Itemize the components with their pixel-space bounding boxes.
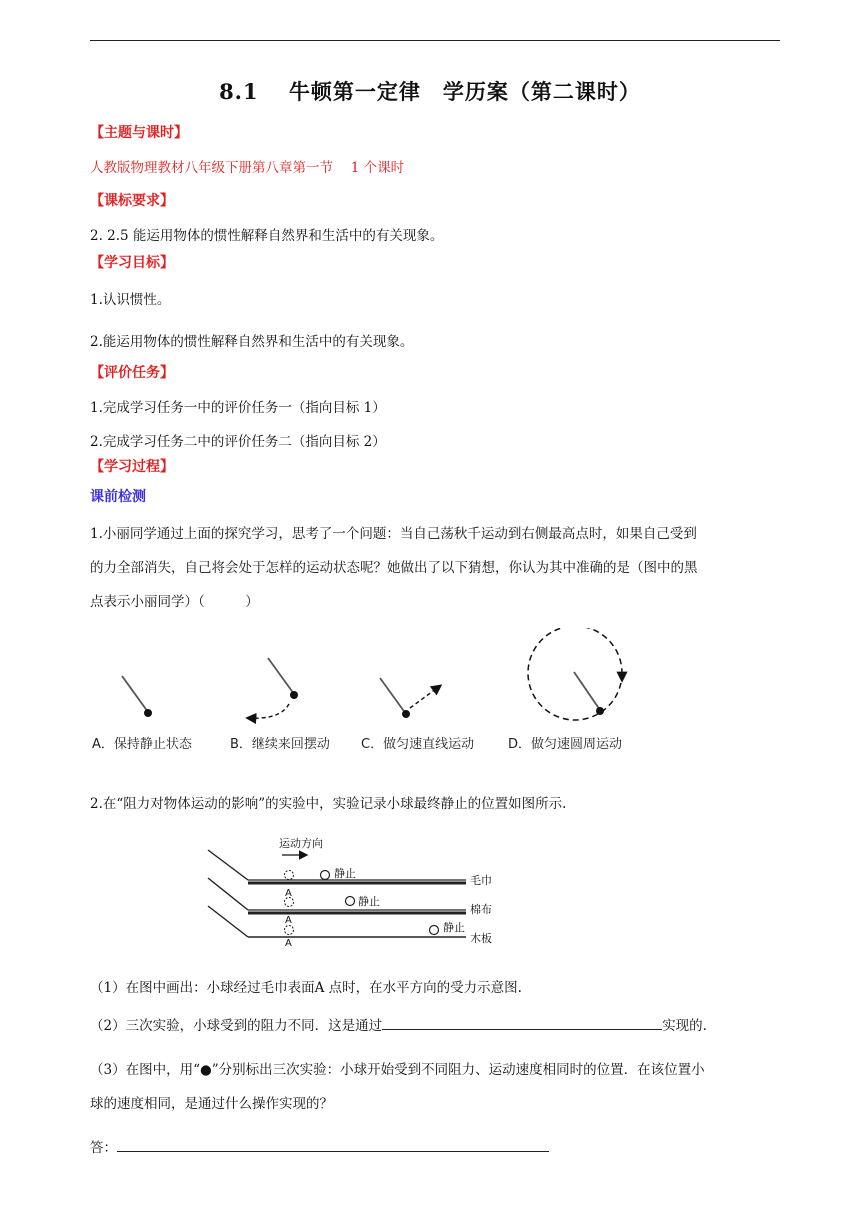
q2-sub1: （1）在图中画出：小球经过毛巾表面A 点时，在水平方向的受力示意图. (90, 980, 522, 996)
standard-heading: 【课标要求】 (90, 193, 174, 209)
q2-sub2-blank[interactable] (382, 1015, 662, 1030)
pretest-heading: 课前检测 (90, 489, 146, 505)
rest-label: 静止 (334, 867, 356, 880)
friction-experiment-figure (200, 830, 510, 950)
goal-item: 2.能运用物体的惯性解释自然界和生活中的有关现象。 (90, 334, 414, 350)
q2-stem: 2.在“阻力对物体运动的影响”的实验中，实验记录小球最终静止的位置如图所示. (90, 796, 567, 812)
direction-label: 运动方向 (279, 837, 323, 850)
q2-sub3-line: 球的速度相同，是通过什么操作实现的？ (90, 1096, 333, 1112)
option-d-diagram (528, 628, 622, 720)
theme-heading: 【主题与课时】 (90, 125, 188, 141)
header-rule (90, 40, 780, 41)
standard-text: 2. 2.5 能运用物体的惯性解释自然界和生活中的有关现象。 (90, 228, 444, 244)
point-a-label: A (285, 888, 292, 899)
goals-heading: 【学习目标】 (90, 255, 174, 271)
answer-label: 答： (90, 1140, 117, 1156)
surface-label: 毛巾 (470, 874, 492, 887)
surface-label: 棉布 (470, 903, 492, 916)
process-heading: 【学习过程】 (90, 459, 174, 475)
q1-line: 的力全部消失，自己将会处于怎样的运动状态呢？她做出了以下猜想，你认为其中准确的是（图中的黑 (90, 560, 698, 576)
option-b-label: B．继续来回摆动 (230, 737, 330, 752)
goal-item: 1.认识惯性。 (90, 292, 171, 308)
option-a-label: A．保持静止状态 (92, 737, 192, 752)
answer-blank[interactable] (117, 1137, 549, 1152)
option-a-diagram (122, 676, 152, 717)
option-d-label: D．做匀速圆周运动 (508, 737, 623, 752)
rest-label: 静止 (358, 895, 380, 908)
eval-task: 2.完成学习任务二中的评价任务二（指向目标 2） (90, 434, 386, 450)
point-a-label: A (285, 938, 292, 949)
page-title: 8.1 牛顿第一定律 学历案（第二课时） (219, 79, 641, 104)
eval-heading: 【评价任务】 (90, 365, 174, 381)
q2-sub3-line: （3）在图中，用“●”分别标出三次实验：小球开始受到不同阻力、运动速度相同时的位置．在该位置小 (90, 1062, 705, 1078)
q1-line: 1.小丽同学通过上面的探究学习，思考了一个问题：当自己荡秋千运动到右侧最高点时，如果自己受到 (90, 526, 697, 542)
rest-label: 静止 (443, 921, 465, 934)
surface-label: 木板 (470, 932, 492, 945)
q2-sub2-post: 实现的. (662, 1018, 707, 1034)
option-c-label: C．做匀速直线运动 (361, 737, 475, 752)
option-b-diagram (248, 658, 298, 718)
eval-task: 1.完成学习任务一中的评价任务一（指向目标 1） (90, 400, 386, 416)
theme-text: 人教版物理教材八年级下册第八章第一节 1 个课时 (90, 160, 405, 176)
answer-row (90, 1136, 549, 1156)
q2-sub2 (90, 1014, 707, 1034)
q2-sub2-pre: （2）三次实验，小球受到的阻力不同．这是通过 (90, 1018, 383, 1034)
point-a-label: A (285, 915, 292, 926)
option-c-diagram (380, 678, 440, 718)
q1-line: 点表示小丽同学）（ ） (90, 594, 259, 610)
